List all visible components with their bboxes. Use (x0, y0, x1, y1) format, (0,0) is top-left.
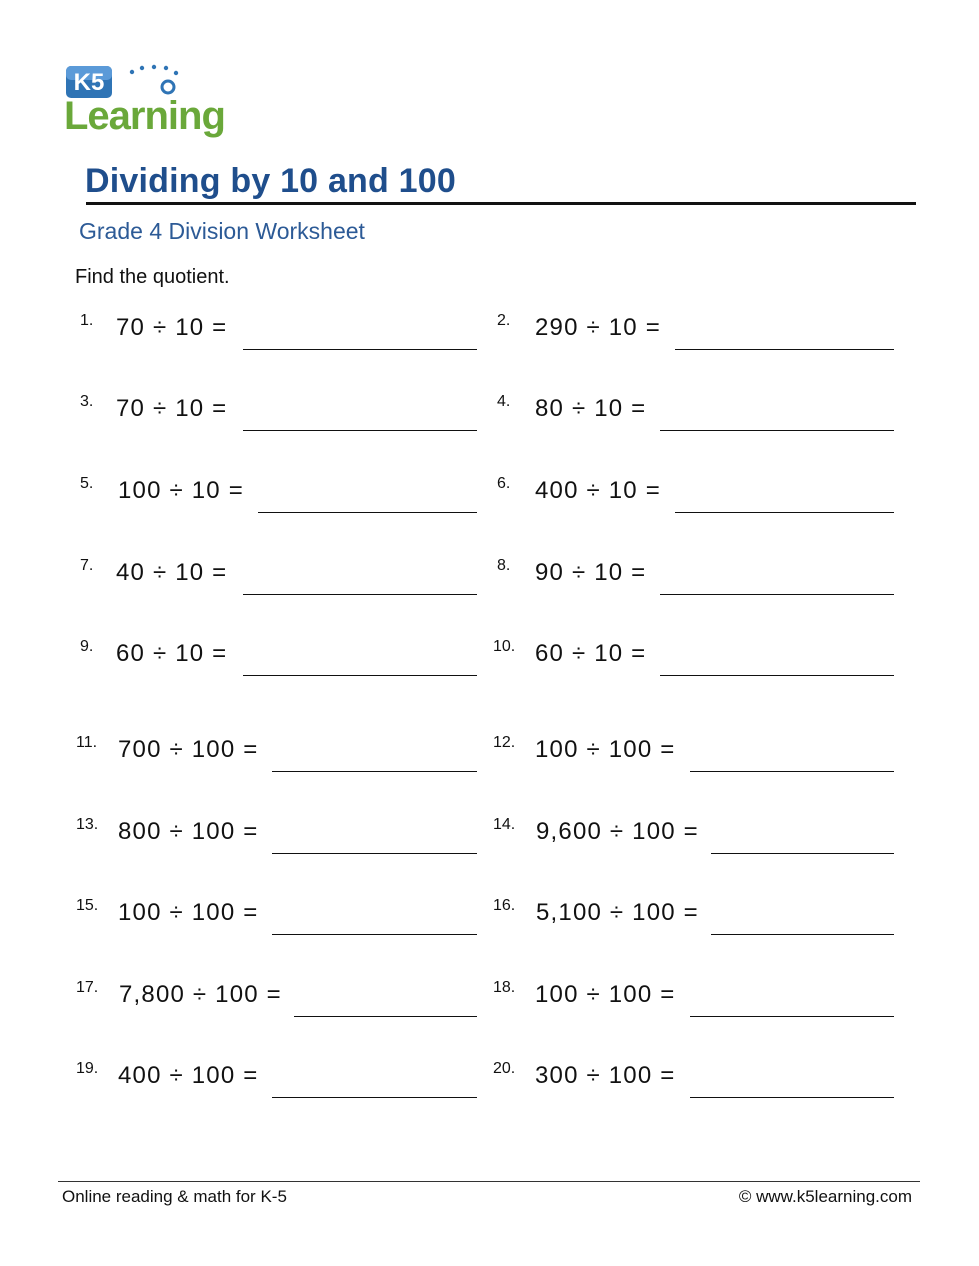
problem-12 (493, 734, 894, 774)
problem-expression: 400 ÷ 100 = (118, 1062, 259, 1089)
problem-expression: 40 ÷ 10 = (116, 559, 228, 586)
problem-19 (76, 1060, 477, 1100)
problem-7 (80, 557, 477, 597)
problem-expression: 70 ÷ 10 = (116, 314, 228, 341)
problem-number: 19. (76, 1060, 99, 1077)
problem-expression: 7,800 ÷ 100 = (119, 981, 282, 1008)
problem-1 (80, 312, 477, 352)
k5-learning-logo (62, 62, 242, 140)
problem-16 (493, 897, 894, 937)
problem-expression: 80 ÷ 10 = (535, 395, 647, 422)
answer-line[interactable] (675, 348, 894, 350)
problem-number: 5. (80, 475, 94, 492)
problem-expression: 800 ÷ 100 = (118, 818, 259, 845)
problem-number: 4. (497, 393, 511, 410)
problem-number: 9. (80, 638, 94, 655)
answer-line[interactable] (243, 429, 477, 431)
answer-line[interactable] (690, 1096, 894, 1098)
problem-expression: 9,600 ÷ 100 = (536, 818, 699, 845)
problem-2 (497, 312, 894, 352)
problem-17 (76, 979, 477, 1019)
answer-line[interactable] (272, 852, 477, 854)
problem-number: 3. (80, 393, 94, 410)
problem-number: 6. (497, 475, 511, 492)
problem-expression: 400 ÷ 10 = (535, 477, 661, 504)
answer-line[interactable] (243, 348, 477, 350)
answer-line[interactable] (272, 933, 477, 935)
svg-text:Learning: Learning (64, 94, 225, 138)
problem-13 (76, 816, 477, 856)
answer-line[interactable] (243, 674, 477, 676)
problem-20 (493, 1060, 894, 1100)
problem-18 (493, 979, 894, 1019)
answer-line[interactable] (675, 511, 894, 513)
problem-expression: 70 ÷ 10 = (116, 395, 228, 422)
answer-line[interactable] (660, 674, 894, 676)
problem-number: 14. (493, 816, 516, 833)
answer-line[interactable] (690, 770, 894, 772)
problem-number: 10. (493, 638, 516, 655)
answer-line[interactable] (258, 511, 477, 513)
problem-3 (80, 393, 477, 433)
answer-line[interactable] (711, 933, 894, 935)
answer-line[interactable] (272, 1096, 477, 1098)
problem-number: 1. (80, 312, 94, 329)
answer-line[interactable] (272, 770, 477, 772)
problem-expression: 90 ÷ 10 = (535, 559, 647, 586)
problem-expression: 100 ÷ 100 = (535, 736, 676, 763)
problem-number: 2. (497, 312, 511, 329)
answer-line[interactable] (711, 852, 894, 854)
footer-copyright[interactable]: © www.k5learning.com (738, 1187, 912, 1206)
problem-number: 18. (493, 979, 516, 996)
problem-expression: 60 ÷ 10 = (535, 640, 647, 667)
answer-line[interactable] (243, 593, 477, 595)
problem-expression: 60 ÷ 10 = (116, 640, 228, 667)
problem-number: 17. (76, 979, 99, 996)
problem-9 (80, 638, 477, 678)
problem-11 (76, 734, 477, 774)
footer-divider (58, 1181, 920, 1182)
answer-line[interactable] (294, 1015, 477, 1017)
page-title: Dividing by 10 and 100 (85, 162, 456, 200)
problem-number: 16. (493, 897, 516, 914)
svg-text:K5: K5 (73, 69, 105, 96)
instructions: Find the quotient. (75, 266, 230, 288)
problem-5 (80, 475, 477, 515)
problem-number: 12. (493, 734, 516, 751)
answer-line[interactable] (660, 429, 894, 431)
answer-line[interactable] (690, 1015, 894, 1017)
problem-number: 15. (76, 897, 99, 914)
problem-number: 7. (80, 557, 94, 574)
problem-6 (497, 475, 894, 515)
problem-8 (497, 557, 894, 597)
problem-number: 8. (497, 557, 511, 574)
problem-expression: 290 ÷ 10 = (535, 314, 661, 341)
page-subtitle: Grade 4 Division Worksheet (79, 218, 365, 244)
problem-expression: 5,100 ÷ 100 = (536, 899, 699, 926)
title-underline (86, 202, 916, 205)
problem-number: 20. (493, 1060, 516, 1077)
answer-line[interactable] (660, 593, 894, 595)
problem-expression: 100 ÷ 100 = (118, 899, 259, 926)
problem-expression: 100 ÷ 10 = (118, 477, 244, 504)
problem-4 (497, 393, 894, 433)
problem-expression: 300 ÷ 100 = (535, 1062, 676, 1089)
problem-number: 13. (76, 816, 99, 833)
problem-number: 11. (76, 734, 98, 751)
problem-15 (76, 897, 477, 937)
problem-expression: 700 ÷ 100 = (118, 736, 259, 763)
problem-14 (493, 816, 894, 856)
problem-10 (493, 638, 894, 678)
problem-expression: 100 ÷ 100 = (535, 981, 676, 1008)
footer-tagline: Online reading & math for K-5 (62, 1187, 287, 1206)
